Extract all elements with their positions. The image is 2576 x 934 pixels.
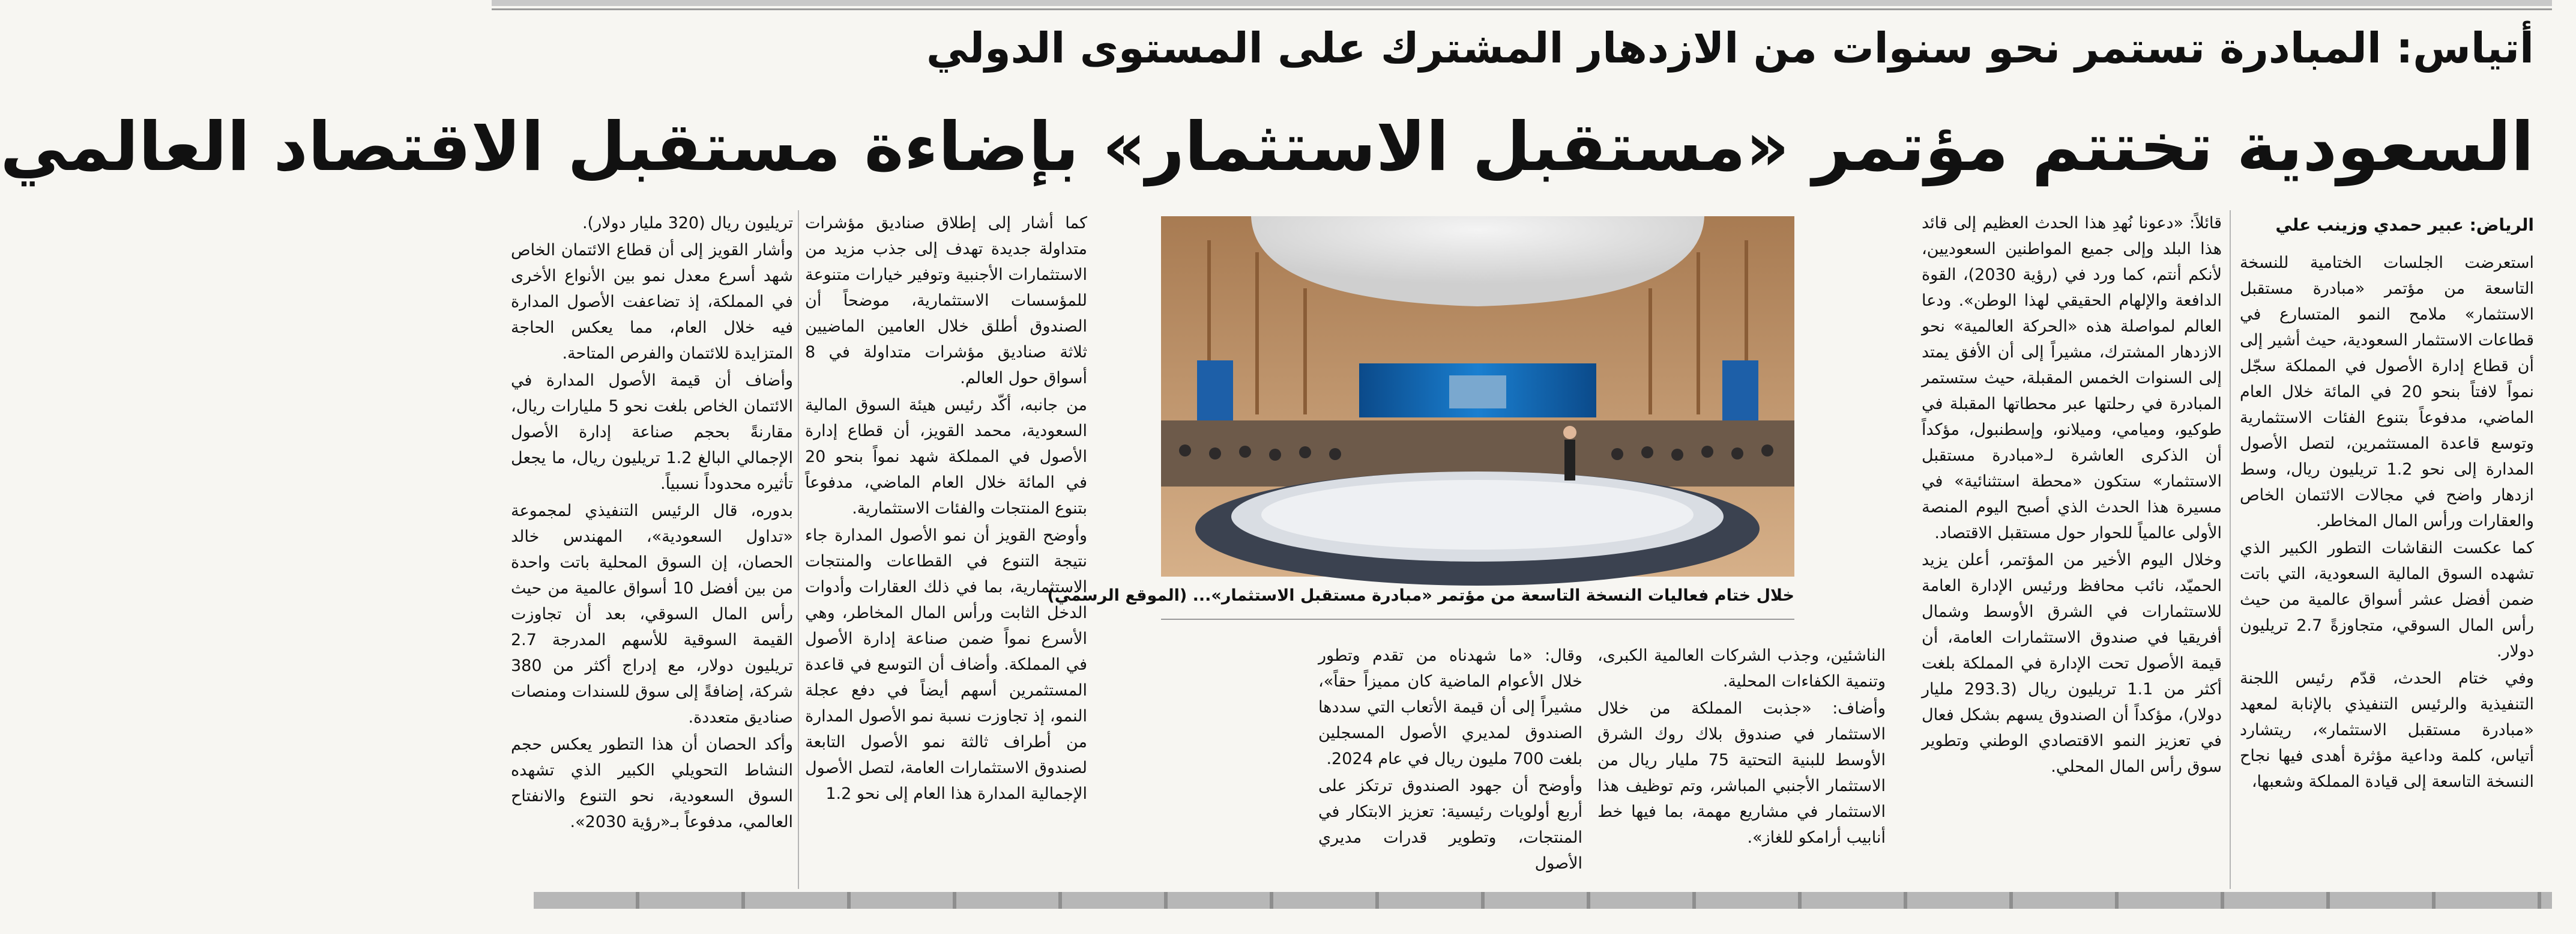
paragraph: من جانبه، أكّد رئيس هيئة السوق المالية السعودية، محمد القويز، أن قطاع إدارة الأصول في المملكة شهد نمواً بنحو 20 في المائة خلال العام الماضي، مدفوعاً بتنوع المنتجات والفئات الاستثمارية.	[805, 396, 1087, 518]
paragraph: وخلال اليوم الأخير من المؤتمر، أعلن يزيد الحميّد، نائب محافظ ورئيس الإدارة العامة للاستثمارات في الشرق الأوسط وشمال أفريقيا في صندوق الاستثمارات العامة، أن قيمة الأصول تحت الإدارة في المملكة بلغت أكثر من 1.1 تريليون ريال (293.3 مليار دولار)، مؤكداً أن الصندوق يسهم بشكل فعال في تعزيز النمو الاقتصادي الوطني وتطوير سوق رأس المال المحلي.	[1922, 551, 2222, 776]
paragraph: الناشئين، وجذب الشركات العالمية الكبرى، وتنمية الكفاءات المحلية.	[1597, 646, 1886, 691]
article-column-6	[511, 210, 793, 889]
article-column-1	[2240, 210, 2534, 889]
article-byline: الرياض: عبير حمدي وزينب علي	[2275, 215, 2534, 235]
article-column-4	[1597, 643, 1886, 889]
paragraph: وأكد الحصان أن هذا التطور يعكس حجم النشاط التحويلي الكبير الذي تشهده السوق السعودية، نحو التنوع والانفتاح العالمي، مدفوعاً بـ«رؤية 2030».	[511, 735, 793, 831]
top-rule	[492, 0, 2552, 6]
paragraph: وأشار القويز إلى أن قطاع الائتمان الخاص شهد أسرع معدل نمو بين الأنواع الأخرى في المملكة، إذ تضاعفت الأصول المدارة فيه خلال العام، مما يعكس الحاجة المتزايدة للائتمان والفرص المتاحة.	[511, 241, 793, 363]
paragraph: بدوره، قال الرئيس التنفيذي لمجموعة «تداول السعودية»، المهندس خالد الحصان، إن السوق المحلية باتت واحدة من بين أفضل 10 أسواق عالمية من حيث رأس المال السوقي، بعد أن تجاوزت القيمة السوقية للأسهم المدرجة 2.7 تريليون دولار، مع إدراج أكثر من 380 شركة، إضافةً إلى سوق للسندات ومنصات صناديق متعددة.	[511, 502, 794, 727]
article-photo	[1161, 216, 1794, 577]
article-kicker: أتياس: المبادرة تستمر نحو سنوات من الازدهار المشترك على المستوى الدولي	[926, 23, 2534, 73]
article-column-2	[1922, 210, 2222, 889]
article-column-3	[1318, 643, 1582, 889]
top-rule-thin	[492, 8, 2552, 10]
page-footer-bar	[534, 892, 2552, 909]
paragraph: استعرضت الجلسات الختامية للنسخة التاسعة من مؤتمر «مبادرة مستقبل الاستثمار» ملامح النمو المتسارع في قطاعات الاستثمار السعودية، حيث أشير إلى أن قطاع إدارة الأصول في المملكة سجّل نمواً لافتاً بنحو 20 في المائة خلال العام الماضي، مدفوعاً بتنوع الفئات الاستثمارية وتوسع قاعدة المستثمرين، لتصل الأصول المدارة إلى نحو 1.2 تريليون ريال، وسط ازدهار واضح في مجالات الائتمان الخاص والعقارات ورأس المال المخاطر.	[2240, 253, 2534, 530]
caption-rule	[1161, 619, 1794, 620]
article-headline: السعودية تختتم مؤتمر «مستقبل الاستثمار» بإضاءة مستقبل الاقتصاد العالمي	[0, 108, 2534, 186]
paragraph: تريليون ريال (320 مليار دولار).	[582, 214, 793, 232]
column-divider	[2230, 210, 2231, 889]
paragraph: قائلاً: «دعونا نُهدِ هذا الحدث العظيم إلى قائد هذا البلد وإلى جميع المواطنين السعوديين، لأنكم أنتم، كما ورد في (رؤية 2030)، القوة الدافعة والإلهام الحقيقي لهذا الوطن». ودعا العالم لمواصلة هذه «الحركة العالمية» نحو الازدهار المشترك، مشيراً إلى أن الأفق يمتد إلى السنوات الخمس المقبلة، حيث ستستمر المبادرة في رحلتها عبر محطاتها المقبلة في طوكيو، وميامي، وميلانو، وإسطنبول، مؤكداً أن الذكرى العاشرة لـ«مبادرة مستقبل الاستثمار» ستكون «محطة استثنائية» في مسيرة هذا الحدث الذي أصبح اليوم المنصة الأولى عالمياً للحوار حول مستقبل الاقتصاد.	[1922, 214, 2222, 542]
paragraph: وقال: «ما شهدناه من تقدم وتطور خلال الأعوام الماضية كان مميزاً حقاً»، مشيراً إلى أن قيمة الأتعاب التي سددها الصندوق لمديري الأصول المسجلين بلغت 700 مليون ريال في عام 2024.	[1318, 646, 1582, 768]
paragraph: كما عكست النقاشات التطور الكبير الذي تشهده السوق المالية السعودية، التي باتت ضمن أفضل عشر أسواق عالمية من حيث رأس المال السوقي، متجاوزةً 2.7 تريليون دولار.	[2240, 539, 2534, 661]
paragraph: وفي ختام الحدث، قدّم رئيس اللجنة التنفيذية والرئيس التنفيذي بالإنابة لمعهد «مبادرة مستقبل الاستثمار»، ريتشارد أتياس، كلمة وداعية مؤثرة أهدى فيها نجاح النسخة التاسعة إلى قيادة المملكة وشعبها،	[2240, 669, 2534, 791]
article-column-5	[805, 210, 1087, 889]
paragraph: وأوضح أن جهود الصندوق ترتكز على أربع أولويات رئيسية: تعزيز الابتكار في المنتجات، وتطوير قدرات مديري الأصول	[1318, 777, 1582, 873]
photo-caption: خلال ختام فعاليات النسخة التاسعة من مؤتمر «مبادرة مستقبل الاستثمار»... (الموقع الرسمي)	[1047, 586, 1794, 605]
paragraph: كما أشار إلى إطلاق صناديق مؤشرات متداولة جديدة تهدف إلى جذب مزيد من الاستثمارات الأجنبية وتوفير خيارات متنوعة للمؤسسات الاستثمارية، موضحاً أن الصندوق أطلق خلال العامين الماضيين ثلاثة صناديق مؤشرات متداولة في 8 أسواق حول العالم.	[805, 214, 1087, 387]
paragraph: وأوضح القويز أن نمو الأصول المدارة جاء نتيجة التنوع في القطاعات والمنتجات الاستثمارية، بما في ذلك العقارات وأدوات الدخل الثابت ورأس المال المخاطر، وهي الأسرع نمواً ضمن صناعة إدارة الأصول في المملكة. وأضاف أن التوسع في قاعدة المستثمرين أسهم أيضاً في دفع عجلة النمو، إذ تجاوزت نسبة نمو الأصول المدارة من أطراف ثالثة نمو الأصول التابعة لصندوق الاستثمارات العامة، لتصل الأصول الإجمالية المدارة هذا العام إلى نحو 1.2	[805, 526, 1087, 803]
paragraph: وأضاف أن قيمة الأصول المدارة في الائتمان الخاص بلغت نحو 5 مليارات ريال، مقارنةً بحجم صناعة إدارة الأصول الإجمالي البالغ 1.2 تريليون ريال، ما يجعل تأثيره محدوداً نسبياً.	[511, 371, 793, 493]
paragraph: وأضاف: «جذبت المملكة من خلال الاستثمار في صندوق بلاك روك الشرق الأوسط للبنية التحتية 75 مليار ريال من الاستثمار الأجنبي المباشر، وتم توظيف هذا الاستثمار في مشاريع مهمة، بما فيها خط أنابيب أرامكو للغاز».	[1597, 699, 1886, 847]
column-divider	[798, 210, 799, 889]
conference-stage-image	[1161, 216, 1794, 577]
